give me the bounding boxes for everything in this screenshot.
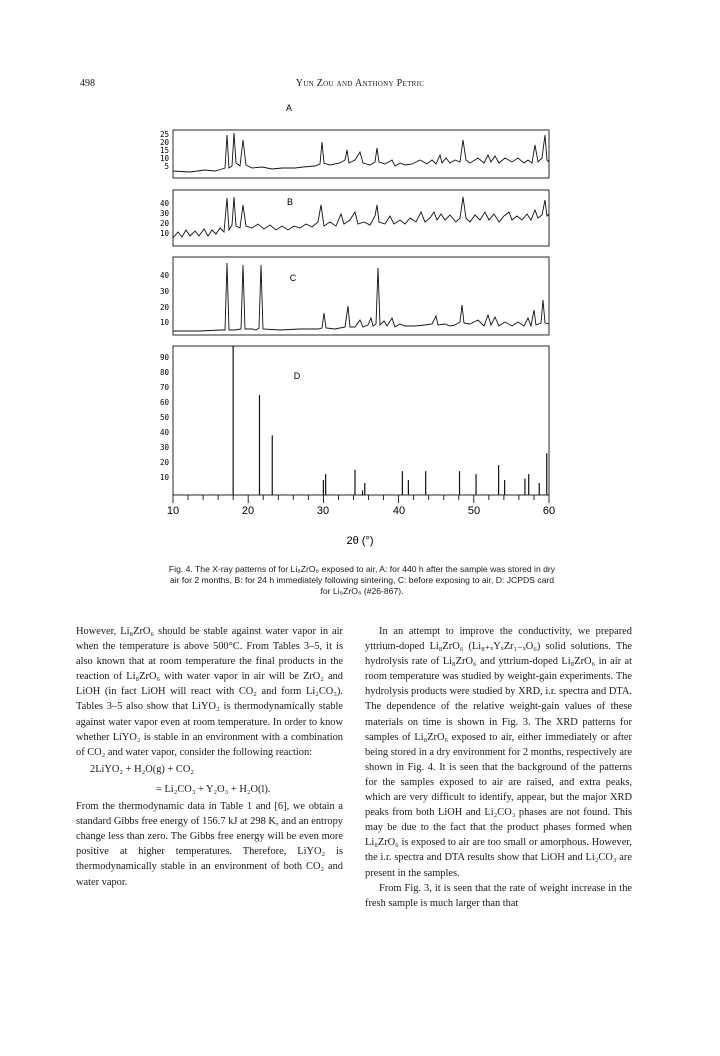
panel-d-tick-label: 40: [159, 428, 169, 437]
panel-c-tick-label: 30: [159, 287, 169, 296]
panel-d-tick-label: 90: [159, 353, 169, 362]
panel-b-frame: [173, 190, 549, 246]
panel-d: [160, 346, 549, 495]
panel-a-tick-label: 25: [159, 130, 169, 139]
panel-a: [160, 103, 549, 178]
running-head: Yun Zou and Anthony Petric: [295, 78, 425, 89]
equation-line: = Li₂CO₃ + Y₂O₃ + H₂O(l).: [156, 783, 271, 795]
paragraph: From the thermodynamic data in Table 1 and [6], we obtain a standard Gibbs free energy of 156.7 kJ at 298 K, and an entropy change less than zero. The Gibbs free energy will be even more positive at higher temperatures. Therefore, LiYO₂ is thermodynamically stable in an environment of both CO₂ and water vapor.: [76, 801, 343, 888]
x-tick-label: 20: [241, 505, 255, 517]
x-tick-label: 10: [166, 505, 180, 517]
left-column: [76, 624, 343, 890]
panel-a-trace: [173, 133, 549, 172]
panel-a-tick-label: 15: [159, 146, 169, 155]
panel-b-trace: [173, 197, 549, 238]
panel-b-tick-label: 20: [159, 219, 169, 228]
equation-line: 2LiYO₂ + H₂O(g) + CO₂: [90, 763, 194, 775]
caption-line: for Li₈ZrO₆ (#26-867).: [320, 586, 404, 596]
x-axis-label: 2θ (°): [346, 535, 374, 547]
panel-c-tick-label: 40: [159, 271, 169, 280]
panel-d-tick-label: 50: [159, 413, 169, 422]
panel-d-tick-label: 80: [159, 368, 169, 377]
panel-b-label: B: [286, 197, 294, 207]
x-tick-label: 50: [467, 505, 481, 517]
panel-d-bars: [233, 346, 547, 495]
panel-b-tick-label: 30: [159, 209, 169, 218]
panel-d-tick-label: 20: [159, 458, 169, 467]
panel-a-tick-label: 5: [164, 162, 169, 171]
panel-a-tick-label: 20: [159, 138, 169, 147]
figure-caption: [92, 564, 632, 597]
x-tick-label: 30: [316, 505, 330, 517]
panel-d-tick-label: 10: [159, 473, 169, 482]
x-tick-label: 40: [392, 505, 406, 517]
panel-c-tick-label: 10: [159, 318, 169, 327]
x-tick-label: 60: [542, 505, 556, 517]
panel-b-tick-label: 40: [159, 199, 169, 208]
panel-a-tick-label: 10: [159, 154, 169, 163]
panel-c-tick-label: 20: [159, 303, 169, 312]
panel-b: [160, 190, 549, 246]
panel-c: [160, 257, 549, 335]
x-axis: [167, 495, 555, 547]
panel-d-label: D: [293, 371, 301, 381]
panel-c-trace: [173, 263, 549, 331]
panel-a-label: A: [285, 103, 293, 113]
panel-d-tick-label: 70: [159, 383, 169, 392]
paragraph: From Fig. 3, it is seen that the rate of weight increase in the fresh sample is much larger than that: [365, 882, 632, 909]
panel-c-label: C: [289, 273, 297, 283]
caption-line: air for 2 months, B: for 24 h immediately following sintering, C: before exposing to air, D: JCPDS card: [169, 575, 555, 585]
page-number: 498: [80, 78, 95, 89]
paragraph: In an attempt to improve the conductivity, we prepared yttrium-doped Li₈ZrO₆ (Li₈₊ₓYₓZr₁₋ₓO₆) solid solutions. The hydrolysis rate of Li₈ZrO₆ and yttrium-doped Li₈ZrO₆ in air at room temperature was studied by weight-gain experiments. The hydrolysis products were studied by XRD, i.r. spectra and DTA. The dependence of the relative weight-gain values of these materials on time is shown in Fig. 3. The XRD patterns for samples of Li₈ZrO₆ exposed to air, either immediately or after being stored in a dry environment for 2 months, respectively are shown in Fig. 4. It is seen that the background of the patterns for the samples exposed to air are raised, and extra peaks, which are very difficult to identify, appear, but the major XRD peaks from both LiOH and Li₂CO₃ phases are not found. This may be due to the fact that the product phases formed when Li₈ZrO₆ is exposed to air are too small or amorphous. However, the i.r. spectra and DTA results show that LiOH and Li₂CO₃ are present in the samples.: [365, 626, 632, 879]
caption-line: Fig. 4. The X-ray patterns of for Li₈ZrO₆ exposed to air, A: for 440 h after the sample was stored in dry: [168, 564, 556, 574]
x-minor-ticks: [173, 495, 549, 503]
panel-d-tick-label: 60: [159, 398, 169, 407]
right-column: [365, 624, 632, 911]
panel-d-tick-label: 30: [159, 443, 169, 452]
panel-b-tick-label: 10: [159, 229, 169, 238]
panel-d-frame: [173, 346, 549, 495]
paragraph: However, Li₈ZrO₆ should be stable against water vapor in air when the temperature is above 500°C. From Tables 3–5, it is also known that at room temperature the final products in the reaction of Li₈ZrO₆ with water vapor in air will be ZrO₂ and LiOH (in fact LiOH will react with CO₂ and form Li₂CO₃). Tables 3–5 also show that LiYO₂ is thermodynamically stable against water vapor even at room temperature. In order to know whether LiYO₂ is stable in an environment with a combination of CO₂ and water vapor, consider the following reaction:: [76, 626, 343, 758]
